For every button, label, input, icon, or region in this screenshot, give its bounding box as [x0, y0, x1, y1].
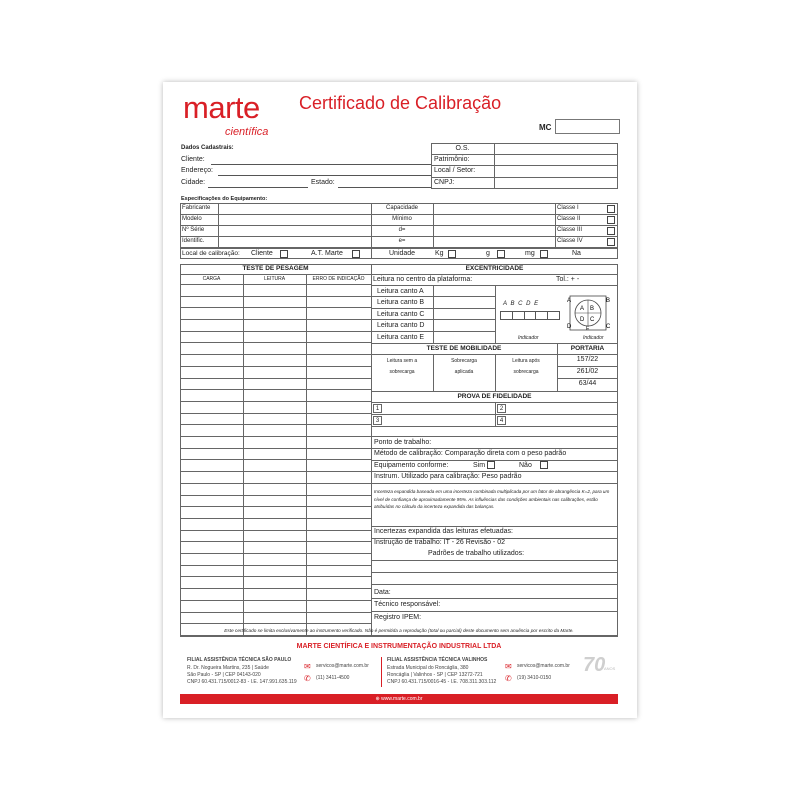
- sim-checkbox[interactable]: [487, 461, 495, 469]
- branch1-title: FILIAL ASSISTÊNCIA TÉCNICA SÃO PAULO: [187, 657, 292, 663]
- registro-label: Registro IPEM:: [374, 614, 422, 621]
- pesagem-row-line: [180, 541, 371, 542]
- eq-row-1: [180, 214, 618, 215]
- indicador-label-1: Indicador: [518, 335, 539, 341]
- classe-2-label: Classe II: [557, 216, 581, 222]
- indicator-cells: [500, 311, 560, 320]
- pesagem-row-line: [180, 623, 371, 624]
- incertezas-label: Incertezas expandida das leituras efetuadas:: [374, 528, 513, 535]
- pesagem-row-line: [180, 600, 371, 601]
- canto-a-label: Leitura canto A: [377, 288, 424, 295]
- cantos-divider: [433, 285, 434, 343]
- instrucao-label: Instrução de trabalho: IT - 26 Revisão - 02: [374, 539, 505, 546]
- pesagem-row-line: [180, 495, 371, 496]
- instrum-label: Instrum. Utilizado para calibração: Peso padrão: [374, 473, 522, 480]
- pesagem-row-line: [180, 413, 371, 414]
- info-line-4: [371, 483, 618, 484]
- portaria-item-1: 157/22: [576, 356, 599, 363]
- pesagem-row-line: [180, 530, 371, 531]
- unit-kg-checkbox[interactable]: [448, 250, 456, 258]
- ponto-trabalho-label: Ponto de trabalho:: [374, 439, 432, 446]
- mc-label: MC: [539, 123, 552, 132]
- especificacoes-heading: Especificações do Equipamento:: [181, 196, 268, 202]
- data-label: Data:: [374, 589, 391, 596]
- plate-corner-b: B: [606, 298, 610, 304]
- branch1-line1: R. Dr. Nogueira Martins, 235 | Saúde: [187, 665, 269, 671]
- logo-subtitle: científica: [225, 126, 269, 138]
- plate-quad-b: B: [590, 306, 595, 312]
- canto-line-2: [371, 308, 495, 309]
- branch2-line2: Roncáglia | Valinhos - SP | CEP 13272-721: [387, 672, 483, 678]
- marte-logo: marte: [183, 90, 260, 125]
- pesagem-row-line: [180, 448, 371, 449]
- pesagem-row-line: [180, 401, 371, 402]
- metodo-label: Método de calibração: Comparação direta com o peso padrão: [374, 450, 567, 457]
- pesagem-row-line: [180, 565, 371, 566]
- mobilidade-title: TESTE DE MOBILIDADE: [426, 345, 502, 352]
- canto-line-4: [371, 331, 495, 332]
- classe-1-checkbox[interactable]: [607, 205, 615, 213]
- nao-checkbox[interactable]: [540, 461, 548, 469]
- patrimonio-row-line: [431, 165, 618, 166]
- website-text[interactable]: www.marte.com.br: [381, 696, 423, 702]
- eq-row-3: [180, 236, 618, 237]
- mobilidade-bottom: [371, 391, 618, 392]
- unit-g-checkbox[interactable]: [497, 250, 505, 258]
- pesagem-row-line: [180, 331, 371, 332]
- capacidade-label: Capacidade: [385, 205, 419, 211]
- tecnico-label: Técnico responsável:: [374, 601, 441, 608]
- cliente-label: Cliente:: [181, 156, 205, 163]
- minimo-label: Mínimo: [392, 216, 412, 222]
- portaria-line-1: [557, 366, 618, 367]
- globe-icon: ⊕: [375, 696, 382, 702]
- patrimonio-label: Patrimônio:: [434, 156, 470, 163]
- cidade-field[interactable]: [208, 187, 308, 188]
- e-label: e=: [398, 238, 406, 244]
- info-line-8: [371, 572, 618, 573]
- unit-kg-label: Kg: [435, 250, 444, 257]
- local-marte-checkbox[interactable]: [352, 250, 360, 258]
- dados-cadastrais-heading: Dados Cadastrais:: [181, 145, 234, 151]
- mc-field[interactable]: [555, 119, 620, 134]
- pesagem-row-line: [180, 424, 371, 425]
- serie-label: Nº Série: [182, 227, 205, 233]
- fidelidade-row-line: [371, 414, 618, 415]
- fidelidade-2[interactable]: 2: [497, 404, 506, 413]
- mail-icon-2: ✉: [505, 662, 512, 671]
- branch1-line2: São Paulo - SP | CEP 04143-020: [187, 672, 261, 678]
- info-line-0: [371, 436, 618, 437]
- canto-c-label: Leitura canto C: [377, 311, 425, 318]
- pesagem-col-2: [306, 274, 307, 636]
- mob-col2-a: Sobrecarga: [451, 358, 477, 364]
- modelo-label: Modelo: [182, 216, 202, 222]
- pesagem-row-line: [180, 354, 371, 355]
- local-marte-label: A.T. Marte: [311, 250, 343, 257]
- pesagem-row-line: [180, 296, 371, 297]
- plate-quad-d: D: [580, 317, 585, 323]
- estado-label: Estado:: [311, 179, 335, 186]
- fidelidade-3[interactable]: 3: [373, 416, 382, 425]
- identificacao-label: Identific.: [182, 238, 205, 244]
- info-line-10: [371, 598, 618, 599]
- local-cliente-label: Cliente: [251, 250, 273, 257]
- pesagem-row-line: [180, 459, 371, 460]
- fidelidade-1[interactable]: 1: [373, 404, 382, 413]
- pesagem-title: TESTE DE PESAGEM: [242, 265, 309, 272]
- pesagem-row-line: [180, 366, 371, 367]
- classe-4-label: Classe IV: [557, 238, 583, 244]
- os-row-line: [431, 154, 618, 155]
- classe-4-checkbox[interactable]: [607, 238, 615, 246]
- branch2-title: FILIAL ASSISTÊNCIA TÉCNICA VALINHOS: [387, 657, 488, 663]
- canto-d-label: Leitura canto D: [377, 322, 425, 329]
- local-label: Local / Setor:: [434, 167, 476, 174]
- seal-70-years: 70: [583, 654, 606, 676]
- erro-header: ERRO DE INDICAÇÃO: [312, 276, 365, 282]
- sim-label: Sim: [473, 462, 486, 469]
- plate-diagram: [566, 294, 610, 332]
- canto-b-label: Leitura canto B: [377, 299, 425, 306]
- fabricante-label: Fabricante: [182, 205, 211, 211]
- pesagem-row-line: [180, 307, 371, 308]
- info-line-11: [371, 611, 618, 612]
- unit-na-label: Na: [572, 250, 581, 257]
- pesagem-row-line: [180, 518, 371, 519]
- cliente-field[interactable]: [211, 164, 431, 165]
- canto-line-1: [371, 296, 495, 297]
- pesagem-row-line: [180, 471, 371, 472]
- mob-col3-b: sobrecarga: [513, 369, 539, 375]
- unit-mg-label: mg: [525, 250, 535, 257]
- leitura-centro-label: Leitura no centro da plataforma:: [373, 276, 473, 283]
- portaria-title: PORTARIA: [570, 345, 605, 352]
- unit-mg-checkbox[interactable]: [540, 250, 548, 258]
- os-label: O.S.: [455, 145, 470, 152]
- canto-e-label: Leitura canto E: [377, 334, 425, 341]
- fidelidade-bottom: [371, 426, 618, 427]
- fidelidade-4[interactable]: 4: [497, 416, 506, 425]
- info-line-5: [371, 526, 618, 527]
- plate-corner-e: E: [586, 326, 590, 332]
- mail-icon: ✉: [304, 662, 311, 671]
- classe-2-checkbox[interactable]: [607, 216, 615, 224]
- pesagem-row-line: [180, 319, 371, 320]
- classe-3-label: Classe III: [557, 227, 583, 233]
- endereco-label: Endereço:: [181, 167, 213, 174]
- website-link[interactable]: [180, 696, 618, 702]
- pesagem-row-line: [180, 483, 371, 484]
- pesagem-row-line: [180, 576, 371, 577]
- fidelidade-title: PROVA DE FIDELIDADE: [457, 393, 532, 400]
- pesagem-row-line: [180, 378, 371, 379]
- info-line-3: [371, 471, 618, 472]
- cidade-label: Cidade:: [181, 179, 206, 186]
- pesagem-col-1: [243, 274, 244, 636]
- plate-corner-d: D: [567, 324, 572, 330]
- pesagem-row-line: [180, 389, 371, 390]
- certificate-sheet: [163, 82, 637, 718]
- pesagem-row-line: [180, 553, 371, 554]
- cantos-right-border: [495, 285, 496, 343]
- incerteza-note: Incerteza expandida baseada em uma incerteza combinada multiplicada por um fator de abrangência K=2, para um nível de confiança de aproximadamente 95%. As influências das condições ambientais nas calibrações, estão atribuídas no cálculo da incerteza expandida das balanças.: [374, 489, 610, 510]
- nao-label: Não: [519, 462, 532, 469]
- pesagem-row-line: [180, 342, 371, 343]
- unidade-label: Unidade: [389, 250, 416, 257]
- tolerancia-label: Tol.: + -: [556, 276, 580, 283]
- os-block-divider: [494, 143, 495, 189]
- email2[interactable]: servicos@marte.com.br: [517, 663, 570, 669]
- info-line-9: [371, 584, 618, 585]
- corner-letters: A B C D E: [503, 301, 540, 307]
- disclaimer-line: [180, 636, 618, 637]
- pesagem-row-line: [180, 612, 371, 613]
- indicador-label-2: Indicador: [583, 335, 604, 341]
- classe-3-checkbox[interactable]: [607, 227, 615, 235]
- phone-icon: ✆: [304, 674, 311, 683]
- branch2-line1: Estrada Municipal do Roncáglia, 380: [387, 665, 469, 671]
- pesagem-title-line: [180, 274, 371, 275]
- leitura-header: LEITURA: [263, 276, 286, 282]
- portaria-item-2: 261/02: [576, 368, 599, 375]
- estado-field[interactable]: [338, 187, 431, 188]
- mob-col1-b: sobrecarga: [389, 369, 415, 375]
- plate-quad-c: C: [590, 317, 595, 323]
- conforme-label: Equipamento conforme:: [374, 462, 449, 469]
- local-calibracao-label: Local de calibração:: [182, 250, 240, 257]
- mob-col1-a: Leitura sem a: [386, 358, 418, 364]
- mob-col2-b: aplicada: [454, 369, 474, 375]
- plate-quad-a: A: [580, 306, 585, 312]
- unit-g-label: g: [486, 250, 490, 257]
- padroes-label: Padrões de trabalho utilizados:: [428, 550, 525, 557]
- plate-corner-a: A: [567, 298, 572, 304]
- info-line-7: [371, 560, 618, 561]
- pesagem-header-line: [180, 284, 371, 285]
- branch2-line3: CNPJ 60.431.715/0016-45 - I.E. 708.311.303.112: [387, 679, 497, 685]
- classe-1-label: Classe I: [557, 205, 579, 211]
- company-name: MARTE CIENTÍFICA E INSTRUMENTAÇÃO INDUSTRIAL LTDA: [296, 643, 502, 650]
- portaria-item-3: 63/44: [578, 380, 597, 387]
- local-cliente-checkbox[interactable]: [280, 250, 288, 258]
- exc-title-line: [371, 274, 618, 275]
- plate-corner-c: C: [606, 324, 610, 330]
- local-row-divider: [371, 248, 372, 259]
- mob-col3-a: Leitura após: [512, 358, 540, 364]
- cnpj-label: CNPJ:: [434, 179, 455, 186]
- portaria-line-2: [557, 378, 618, 379]
- phone1: (11) 3411-4500: [316, 675, 350, 681]
- seal-anos: ANOS: [604, 666, 616, 671]
- mobilidade-top: [371, 343, 618, 344]
- pesagem-row-line: [180, 436, 371, 437]
- footer-divider: [381, 657, 382, 687]
- branch1-line3: CNPJ 60.431.715/0012-83 - I.E. 147.991.635.119: [187, 679, 297, 685]
- disclaimer: Este certificado se limita exclusivamente ao instrumento verificado. Não é permitida a reprodução (total ou parcial) deste documento sem anuência por escrito da Marte.: [224, 628, 574, 633]
- eq-row-2: [180, 225, 618, 226]
- carga-header: CARGA: [202, 276, 221, 282]
- email1[interactable]: servicos@marte.com.br: [316, 663, 369, 669]
- excentricidade-title: EXCENTRICIDADE: [465, 265, 524, 272]
- info-line-1: [371, 448, 618, 449]
- d-label: d=: [398, 227, 406, 233]
- canto-line-3: [371, 319, 495, 320]
- page-title: Certificado de Calibração: [299, 93, 502, 113]
- endereco-field[interactable]: [218, 175, 431, 176]
- phone2: (19) 3410-0150: [517, 675, 552, 681]
- local-row-line: [431, 177, 618, 178]
- phone-icon-2: ✆: [505, 674, 512, 683]
- pesagem-row-line: [180, 506, 371, 507]
- pesagem-row-line: [180, 588, 371, 589]
